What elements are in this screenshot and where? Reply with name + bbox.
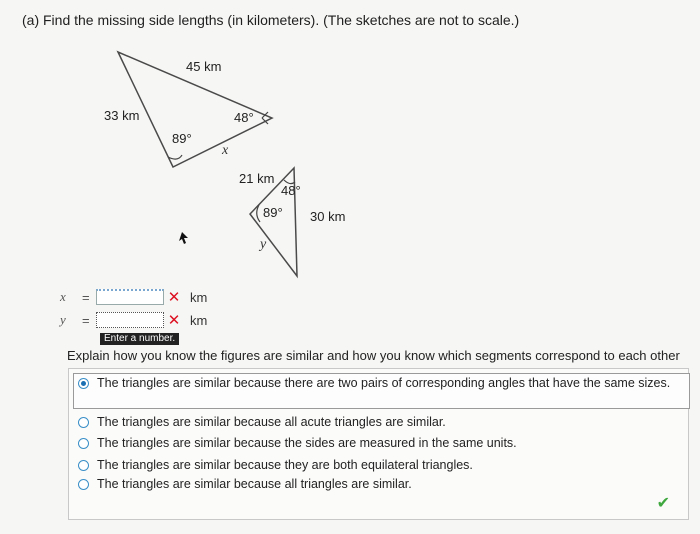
x-unit: km: [190, 289, 208, 305]
radio-selected-icon[interactable]: [78, 378, 89, 389]
y-error-icon: ✕: [167, 312, 181, 329]
option-label: The triangles are similar because they are both equilateral triangles.: [97, 458, 473, 472]
t1-side-bottom-var: x: [222, 143, 229, 158]
explain-prompt: Explain how you know the figures are similar and how you know which segments correspond to each other: [67, 348, 680, 363]
t2-side-bottom-var: y: [260, 237, 267, 252]
answer-row-x: [60, 287, 207, 307]
answer-row-y: [60, 310, 207, 330]
option-acute-triangles[interactable]: [78, 415, 446, 429]
t1-side-left: 33 km: [104, 108, 140, 123]
radio-icon[interactable]: [78, 479, 89, 490]
angle-arc-48-t1: [262, 112, 268, 118]
option-all-triangles[interactable]: [78, 477, 412, 491]
radio-icon[interactable]: [78, 417, 89, 428]
option-label: The triangles are similar because all acute triangles are similar.: [97, 415, 446, 429]
t1-side-top: 45 km: [186, 59, 222, 74]
angle-arc-89-t1: [168, 155, 182, 159]
option-label: The triangles are similar because all triangles are similar.: [97, 477, 412, 491]
enter-number-tooltip: Enter a number.: [100, 333, 179, 345]
radio-icon[interactable]: [78, 438, 89, 449]
t2-side-right: 30 km: [310, 209, 346, 224]
option-label: The triangles are similar because there are two pairs of corresponding angles that have the same sizes.: [97, 376, 671, 390]
t2-side-top: 21 km: [239, 171, 275, 186]
choices-box: [68, 368, 689, 520]
answer-x-var: x: [60, 289, 66, 304]
option-same-units[interactable]: [78, 436, 517, 450]
t2-angle-top: 48°: [281, 183, 301, 198]
question-text: (a) Find the missing side lengths (in kilometers). (The sketches are not to scale.): [22, 12, 520, 28]
option-two-angle-pairs[interactable]: [78, 376, 678, 390]
t1-angle-bottom: 89°: [172, 131, 192, 146]
option-label: The triangles are similar because the sides are measured in the same units.: [97, 436, 517, 450]
answer-x-eq: =: [82, 289, 90, 305]
t2-angle-left: 89°: [263, 205, 283, 220]
mouse-cursor: [179, 232, 188, 244]
y-unit: km: [190, 312, 208, 328]
y-input[interactable]: [96, 312, 164, 328]
answer-y-eq: =: [82, 312, 90, 328]
x-input[interactable]: [96, 289, 164, 305]
radio-icon[interactable]: [78, 460, 89, 471]
checkmark-icon: ✔: [656, 495, 670, 512]
x-error-icon: ✕: [167, 289, 181, 306]
option-equilateral[interactable]: [78, 458, 473, 472]
angle-arc-89-t2: [257, 205, 260, 222]
answer-y-var: y: [60, 312, 66, 327]
t1-angle-right: 48°: [234, 110, 254, 125]
